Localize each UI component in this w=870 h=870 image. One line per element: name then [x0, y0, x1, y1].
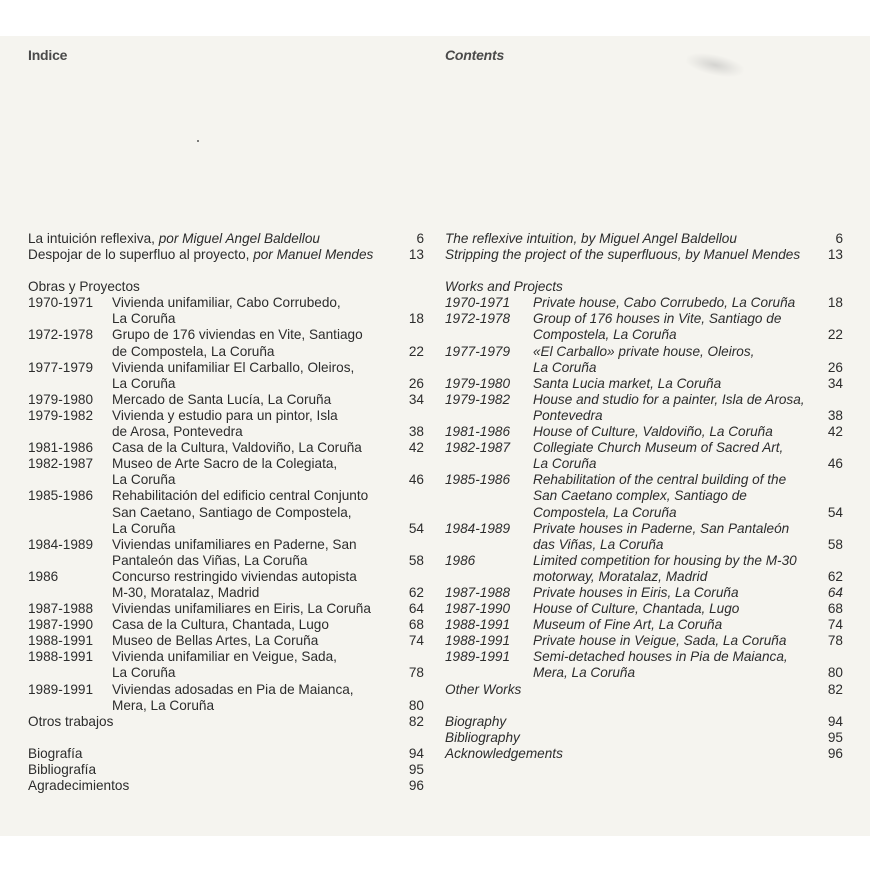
work-title [112, 569, 396, 601]
work-years-cell [28, 295, 112, 311]
work-title [533, 472, 815, 520]
work-title-line: Rehabilitación del edificio central Conjunto [112, 488, 369, 504]
toc-entry-work[interactable] [445, 521, 843, 553]
work-years: 1988-1991 [445, 617, 511, 633]
intro-title: Despojar de lo superfluo al proyecto, [28, 247, 254, 263]
page-number: 13 [408, 247, 424, 263]
toc-entry-work[interactable] [445, 585, 843, 601]
work-years-cell [28, 327, 112, 343]
work-years: 1981-1986 [445, 424, 511, 440]
page-number: 22 [827, 327, 843, 343]
work-title-line: Casa de la Cultura, Chantada, Lugo [112, 617, 329, 633]
entry-title: Biografía [28, 745, 83, 761]
toc-entry-intro-1[interactable] [445, 231, 843, 247]
work-title [112, 295, 396, 327]
work-years: 1970-1971 [445, 295, 511, 311]
work-title-line: de Compostela, La Coruña [112, 343, 275, 359]
page-number: 6 [416, 231, 424, 246]
work-title-line: Rehabilitation of the central building of the [533, 472, 787, 488]
page-number: 95 [408, 761, 424, 777]
work-title-line: Vivienda unifamiliar El Carballo, Oleiros, [112, 359, 355, 375]
page-number: 46 [827, 456, 843, 472]
work-years-cell [445, 440, 533, 456]
page-number: 94 [408, 745, 424, 761]
work-title-line: de Arosa, Pontevedra [112, 424, 243, 440]
work-title-line: Museo de Arte Sacro de la Colegiata, [112, 456, 338, 472]
work-years-cell [445, 633, 533, 649]
work-title [112, 408, 396, 440]
page-number: 80 [827, 665, 843, 681]
entry-title: Bibliography [445, 729, 520, 745]
toc-entry-end-matter[interactable] [28, 778, 424, 794]
toc-entry-work[interactable] [445, 311, 843, 343]
toc-entry-work[interactable] [445, 617, 843, 633]
toc-entry-work[interactable] [28, 440, 424, 456]
toc-entry-work[interactable] [28, 360, 424, 392]
work-title-line: M-30, Moratalaz, Madrid [112, 584, 260, 600]
work-years: 1988-1991 [28, 649, 94, 665]
work-title [533, 392, 815, 424]
page-number: 96 [408, 778, 424, 793]
work-years: 1970-1971 [28, 295, 94, 311]
work-title [112, 392, 396, 408]
page-number: 34 [408, 391, 424, 407]
work-title-line: Mercado de Santa Lucía, La Coruña [112, 391, 332, 407]
work-years: 1979-1982 [28, 407, 94, 423]
page-number: 58 [827, 536, 843, 552]
work-title [533, 344, 815, 376]
work-title-line: Vivienda y estudio para un pintor, Isla [112, 407, 338, 423]
work-title-line: Private house in Veigue, Sada, La Coruña [533, 633, 787, 649]
page-number: 26 [827, 359, 843, 375]
toc-entry-work[interactable] [28, 569, 424, 601]
page-number: 82 [827, 681, 843, 697]
work-title-line: Concurso restringido viviendas autopista [112, 568, 357, 584]
toc-entry-work[interactable] [445, 376, 843, 392]
intro-author: por Miguel Angel Baldellou [158, 231, 320, 246]
end-matter-list [445, 714, 843, 762]
page-number: 68 [408, 617, 424, 633]
work-title [533, 617, 815, 633]
work-title-line: das Viñas, La Coruña [533, 536, 664, 552]
work-years: 1984-1989 [445, 520, 511, 536]
work-title-line: La Coruña [533, 456, 597, 472]
contents-heading: Contents [445, 47, 505, 63]
work-title [112, 456, 396, 488]
work-title-line: Mera, La Coruña [112, 697, 215, 713]
work-title-line: Private houses in Eiris, La Coruña [533, 584, 739, 600]
page-number: 68 [827, 601, 843, 617]
work-years: 1987-1990 [445, 601, 511, 617]
work-title [533, 633, 815, 649]
page-number: 13 [827, 247, 843, 263]
toc-entry-work[interactable] [445, 392, 843, 424]
toc-entry-end-matter[interactable] [445, 714, 843, 730]
toc-entry-work[interactable] [445, 633, 843, 649]
paper-speck [197, 140, 199, 142]
work-title [112, 633, 396, 649]
page-number: 42 [408, 440, 424, 456]
page-number: 54 [408, 520, 424, 536]
page-number: 62 [408, 584, 424, 600]
entry-title: Agradecimientos [28, 778, 130, 793]
toc-entry-work[interactable] [28, 601, 424, 617]
work-title-line: Vivienda unifamiliar, Cabo Corrubedo, [112, 295, 341, 311]
work-title [533, 295, 815, 311]
work-title-line: San Caetano complex, Santiago de [533, 488, 747, 504]
toc-entry-other-works[interactable] [445, 682, 843, 698]
contents-column-english [445, 231, 843, 762]
work-years: 1989-1991 [28, 681, 94, 697]
toc-entry-work[interactable] [28, 633, 424, 649]
work-title-line: Compostela, La Coruña [533, 504, 677, 520]
work-years-cell [445, 344, 533, 360]
index-column-spanish [28, 231, 424, 794]
page-number: 64 [827, 584, 843, 600]
work-title-line: House of Culture, Chantada, Lugo [533, 601, 740, 617]
work-title-line: Vivienda unifamiliar en Veigue, Sada, [112, 649, 337, 665]
page-number: 54 [827, 504, 843, 520]
work-title [112, 360, 396, 392]
page-number: 18 [827, 295, 843, 311]
work-years-cell [28, 682, 112, 698]
work-title [533, 311, 815, 343]
work-title [533, 649, 815, 681]
work-years-cell [28, 360, 112, 376]
work-years: 1988-1991 [445, 633, 511, 649]
entry-title: The reflexive intuition, by Miguel Angel Baldellou [445, 231, 737, 246]
work-years-cell [445, 521, 533, 537]
work-title [533, 601, 815, 617]
work-years: 1988-1991 [28, 633, 94, 649]
work-title [533, 585, 815, 601]
work-title-line: La Coruña [112, 665, 176, 681]
work-title-line: Santa Lucia market, La Coruña [533, 375, 722, 391]
toc-entry-work[interactable] [28, 617, 424, 633]
work-years-cell [28, 392, 112, 408]
works-list [28, 295, 424, 713]
entry-title: Otros trabajos [28, 713, 114, 729]
page-number: 78 [408, 665, 424, 681]
work-years: 1986 [445, 552, 476, 568]
work-years: 1977-1979 [445, 343, 511, 359]
work-years-cell [445, 617, 533, 633]
entry-title: Stripping the project of the superfluous, by Manuel Mendes [445, 247, 801, 263]
work-years: 1981-1986 [28, 440, 94, 456]
toc-entry-end-matter[interactable] [28, 762, 424, 778]
work-title [112, 649, 396, 681]
page-number: 18 [408, 311, 424, 327]
work-years: 1979-1980 [28, 391, 94, 407]
toc-entry-end-matter[interactable] [445, 746, 843, 762]
work-years-cell [445, 472, 533, 488]
work-years: 1985-1986 [445, 472, 511, 488]
work-title-line: Limited competition for housing by the M-30 [533, 552, 797, 568]
page-number: 78 [827, 633, 843, 649]
work-title-line: San Caetano, Santiago de Compostela, [112, 504, 352, 520]
work-title [112, 601, 396, 617]
page-number: 94 [827, 713, 843, 729]
work-years-cell [445, 601, 533, 617]
work-title-line: House of Culture, Valdoviño, La Coruña [533, 424, 773, 440]
end-matter-list [28, 746, 424, 794]
toc-entry-work[interactable] [28, 488, 424, 536]
work-years: 1982-1987 [28, 456, 94, 472]
toc-entry-intro-2[interactable] [28, 247, 424, 263]
work-title-line: La Coruña [112, 520, 176, 536]
work-title-line: Viviendas adosadas en Pia de Maianca, [112, 681, 354, 697]
work-title-line: Group of 176 houses in Vite, Santiago de [533, 311, 782, 327]
page-number: 82 [408, 713, 424, 729]
toc-entry-work[interactable] [445, 440, 843, 472]
work-years-cell [445, 585, 533, 601]
work-years-cell [445, 392, 533, 408]
work-title-line: Casa de la Cultura, Valdoviño, La Coruña [112, 440, 362, 456]
work-years-cell [28, 633, 112, 649]
work-years: 1979-1980 [445, 375, 511, 391]
intro-author: por Manuel Mendes [253, 247, 374, 263]
page-number: 80 [408, 697, 424, 713]
work-title-line: Collegiate Church Museum of Sacred Art, [533, 440, 784, 456]
toc-entry-work[interactable] [28, 327, 424, 359]
work-years-cell [28, 456, 112, 472]
work-title-line: Museum of Fine Art, La Coruña [533, 617, 723, 633]
work-years: 1984-1989 [28, 536, 94, 552]
toc-entry-work[interactable] [445, 424, 843, 440]
work-title-line: Grupo de 176 viviendas en Vite, Santiago [112, 327, 363, 343]
toc-entry-work[interactable] [28, 295, 424, 327]
toc-entry-work[interactable] [28, 456, 424, 488]
work-years-cell [28, 488, 112, 504]
work-title-line: Pontevedra [533, 407, 603, 423]
work-title [533, 521, 815, 553]
work-title-line: motorway, Moratalaz, Madrid [533, 568, 708, 584]
work-title-line: «El Carballo» private house, Oleiros, [533, 343, 755, 359]
work-years: 1987-1988 [445, 584, 511, 600]
toc-entry-intro-2[interactable] [445, 247, 843, 263]
intro-title: La intuición reflexiva, [28, 231, 159, 246]
work-title [533, 424, 815, 440]
work-title-line: Viviendas unifamiliares en Paderne, San [112, 536, 357, 552]
work-title-line: La Coruña [112, 311, 176, 327]
page-number: 74 [827, 617, 843, 633]
work-years-cell [445, 376, 533, 392]
work-years-cell [445, 649, 533, 665]
work-years-cell [28, 617, 112, 633]
work-title-line: Mera, La Coruña [533, 665, 636, 681]
toc-entry-intro-1[interactable] [28, 231, 424, 247]
work-years: 1987-1990 [28, 617, 94, 633]
toc-entry-work[interactable] [445, 649, 843, 681]
work-years: 1979-1982 [445, 391, 511, 407]
entry-title: Biography [445, 713, 507, 729]
page-number: 95 [827, 729, 843, 745]
work-years-cell [445, 424, 533, 440]
work-title-line: La Coruña [112, 375, 176, 391]
work-years: 1985-1986 [28, 488, 94, 504]
toc-entry-end-matter[interactable] [445, 730, 843, 746]
section-title: Obras y Proyectos [28, 279, 140, 295]
works-list [445, 295, 843, 681]
toc-entry-work[interactable] [28, 408, 424, 440]
work-title-line: Semi-detached houses in Pia de Maianca, [533, 649, 788, 665]
toc-entry-work[interactable] [28, 649, 424, 681]
toc-entry-work[interactable] [445, 601, 843, 617]
work-years: 1972-1978 [445, 311, 511, 327]
work-years: 1987-1988 [28, 601, 94, 617]
work-title [533, 376, 815, 392]
work-title [112, 440, 396, 456]
work-title-line: Private houses in Paderne, San Pantaleón [533, 520, 790, 536]
toc-entry-other-works[interactable] [28, 714, 424, 730]
entry-title: Acknowledgements [445, 745, 563, 761]
work-title [533, 440, 815, 472]
work-title [533, 553, 815, 585]
toc-entry-work[interactable] [445, 295, 843, 311]
work-title-line: Museo de Bellas Artes, La Coruña [112, 633, 319, 649]
page-number: 62 [827, 568, 843, 584]
page-number: 22 [408, 343, 424, 359]
page-number: 34 [827, 375, 843, 391]
entry-title: Bibliografía [28, 761, 97, 777]
toc-entry-work[interactable] [445, 553, 843, 585]
work-title [112, 682, 396, 714]
work-title-line: Compostela, La Coruña [533, 327, 677, 343]
work-years: 1972-1978 [28, 327, 94, 343]
page-number: 46 [408, 472, 424, 488]
page-number: 38 [827, 407, 843, 423]
work-title [112, 488, 396, 536]
work-years: 1986 [28, 568, 59, 584]
work-years-cell [28, 537, 112, 553]
work-title [112, 617, 396, 633]
page-number: 58 [408, 552, 424, 568]
work-years: 1989-1991 [445, 649, 511, 665]
work-years-cell [28, 569, 112, 585]
toc-entry-work[interactable] [445, 472, 843, 520]
section-title: Works and Projects [445, 279, 563, 295]
toc-entry-work[interactable] [28, 682, 424, 714]
page-number: 38 [408, 424, 424, 440]
work-title [112, 327, 396, 359]
page-number: 96 [827, 745, 843, 761]
page-number: 64 [408, 601, 424, 617]
work-years-cell [28, 601, 112, 617]
toc-entry-work[interactable] [28, 537, 424, 569]
work-title-line: Pantaleón das Viñas, La Coruña [112, 552, 308, 568]
work-years-cell [445, 553, 533, 569]
work-title-line: Viviendas unifamiliares en Eiris, La Coruña [112, 601, 371, 617]
work-title-line: La Coruña [112, 472, 176, 488]
page-number: 42 [827, 424, 843, 440]
index-heading: Indice [28, 47, 68, 63]
toc-entry-work[interactable] [28, 392, 424, 408]
work-years-cell [28, 440, 112, 456]
work-years-cell [445, 295, 533, 311]
toc-entry-end-matter[interactable] [28, 746, 424, 762]
work-years-cell [28, 649, 112, 665]
work-years-cell [445, 311, 533, 327]
work-title [112, 537, 396, 569]
page-number: 26 [408, 375, 424, 391]
entry-title: Other Works [445, 681, 522, 697]
toc-entry-work[interactable] [445, 344, 843, 376]
page-number: 6 [835, 231, 843, 246]
work-years: 1977-1979 [28, 359, 94, 375]
page-number: 74 [408, 633, 424, 649]
work-years: 1982-1987 [445, 440, 511, 456]
work-title-line: Private house, Cabo Corrubedo, La Coruña [533, 295, 796, 311]
work-title-line: House and studio for a painter, Isla de Arosa, [533, 391, 805, 407]
work-title-line: La Coruña [533, 359, 597, 375]
work-years-cell [28, 408, 112, 424]
